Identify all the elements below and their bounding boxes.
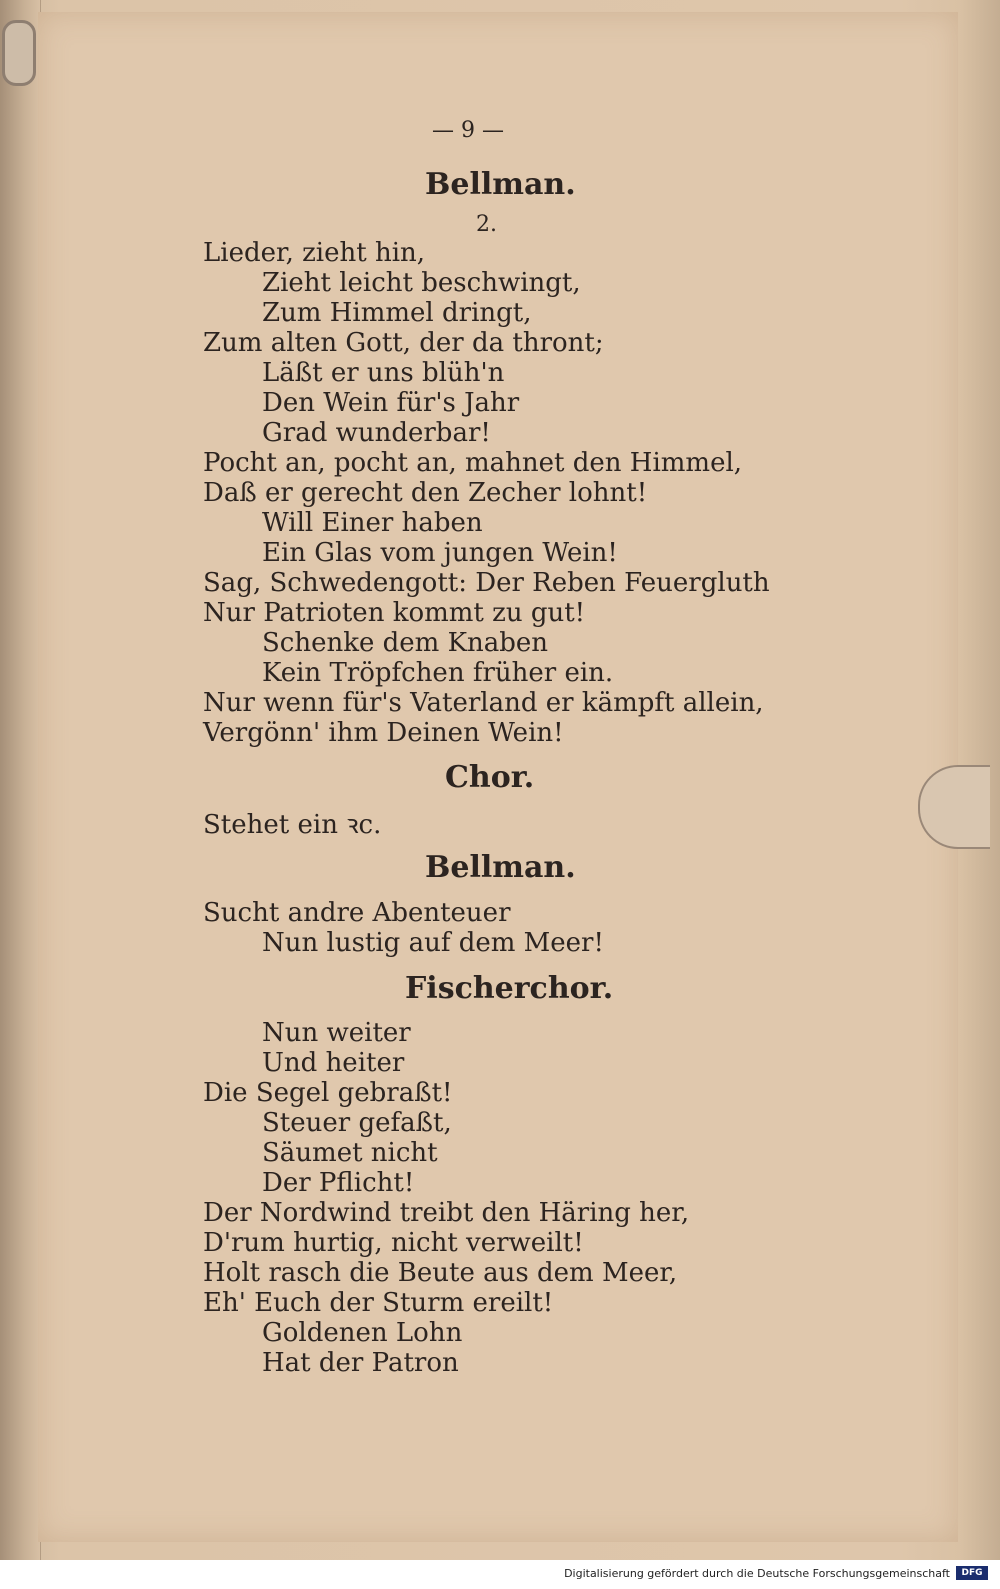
verse-line: Nun lustig auf dem Meer! [262,928,604,958]
section-heading-bellman: Bellman. [425,167,576,202]
verse-line: Die Segel gebraßt! [203,1078,453,1108]
verse-line: Nun weiter [262,1018,411,1048]
verse-line: Den Wein für's Jahr [262,388,520,418]
verse-line: Pocht an, pocht an, mahnet den Himmel, [203,448,743,478]
verse-line: Und heiter [262,1048,405,1078]
verse-line: Nur Patrioten kommt zu gut! [203,598,586,628]
verse-line: Säumet nicht [262,1138,438,1168]
binding-ring [2,20,36,86]
verse-line: Der Pflicht! [262,1168,415,1198]
footer-credit: Digitalisierung gefördert durch die Deutsche Forschungsgemeinschaft [564,1567,950,1580]
verse-line: Zum alten Gott, der da thront; [203,328,604,358]
verse-line: Grad wunderbar! [262,418,491,448]
verse-number: 2. [476,212,497,237]
verse-line: Läßt er uns blüh'n [262,358,505,388]
verse-line: Ein Glas vom jungen Wein! [262,538,618,568]
verse-line: Nur wenn für's Vaterland er kämpft allein, [203,688,764,718]
footer-bar [0,1560,1000,1589]
verse-line: Sag, Schwedengott: Der Reben Feuergluth [203,568,770,598]
verse-line: Goldenen Lohn [262,1318,463,1348]
verse-line: Der Nordwind treibt den Häring her, [203,1198,690,1228]
verse-line: Lieder, zieht hin, [203,238,426,268]
section-heading-fischerchor: Fischerchor. [405,971,614,1006]
verse-line: Will Einer haben [262,508,483,538]
verse-line: Kein Tröpfchen früher ein. [262,658,614,688]
verse-line: Daß er gerecht den Zecher lohnt! [203,478,648,508]
verse-line: Sucht andre Abenteuer [203,898,511,928]
verse-line: Schenke dem Knaben [262,628,549,658]
verse-line: Vergönn' ihm Deinen Wein! [203,718,564,748]
verse-line: Zum Himmel dringt, [262,298,532,328]
verse-line: Zieht leicht beschwingt, [262,268,581,298]
page-clip [918,765,990,849]
verse-line: Holt rasch die Beute aus dem Meer, [203,1258,678,1288]
verse-line: D'rum hurtig, nicht verweilt! [203,1228,584,1258]
book-spine [0,0,41,1560]
section-heading-bellman-2: Bellman. [425,850,576,885]
section-heading-chor: Chor. [445,760,535,795]
dfg-logo-icon: DFG [956,1566,988,1580]
verse-line: Stehet ein ꝛc. [203,810,382,840]
verse-line: Eh' Euch der Sturm ereilt! [203,1288,554,1318]
verse-line: Steuer gefaßt, [262,1108,452,1138]
verse-line: Hat der Patron [262,1348,459,1378]
page-number: — 9 — [432,118,504,143]
